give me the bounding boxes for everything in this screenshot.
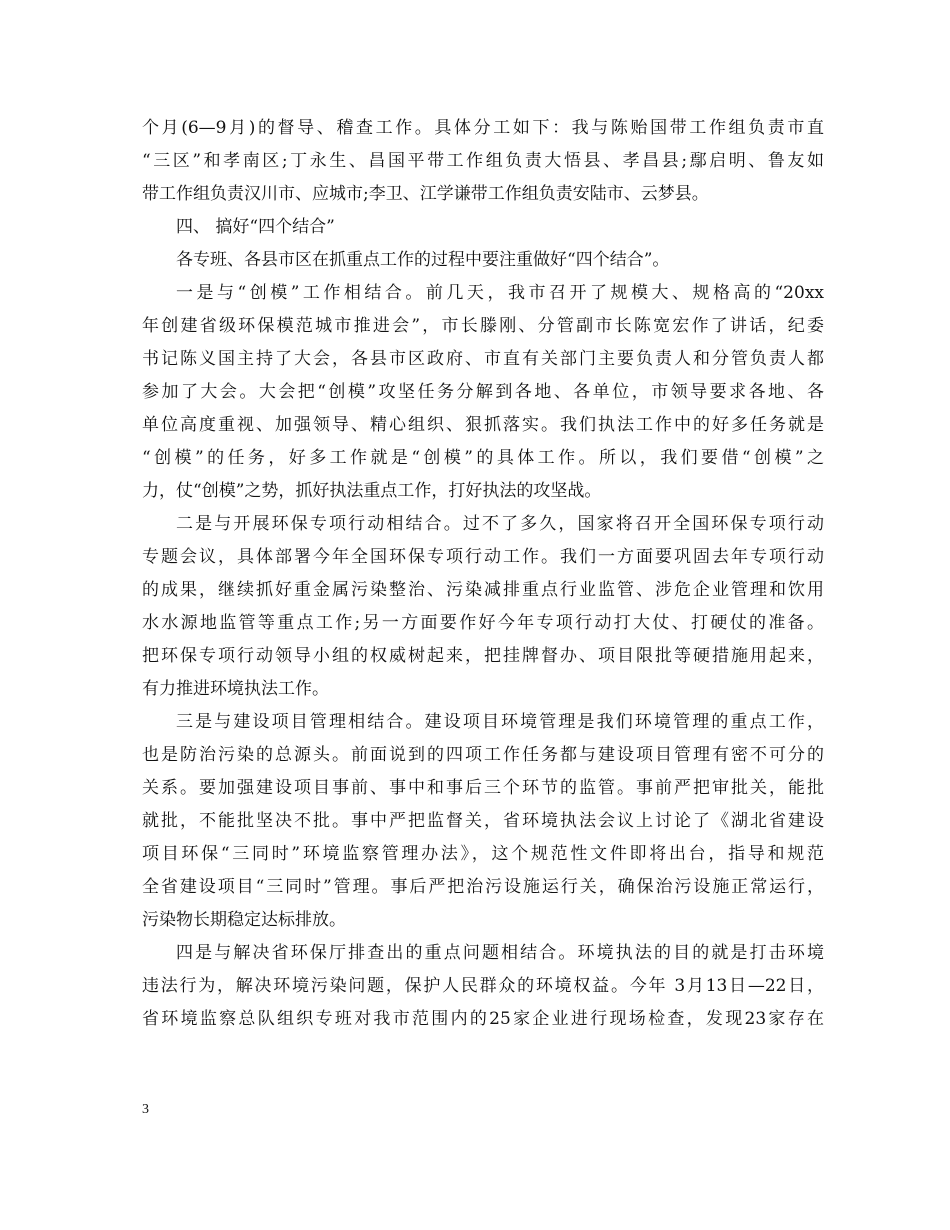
text-line: 也是防治污染的总源头。前面说到的四项工作任务都与建设项目管理有密不可分的 <box>142 745 824 765</box>
text-line: 三是与建设项目管理相结合。建设项目环境管理是我们环境管理的重点工作， <box>176 712 824 732</box>
text-line: 二是与开展环保专项行动相结合。过不了多久，国家将召开全国环保专项行动 <box>176 514 824 534</box>
text-line: 单位高度重视、加强领导、精心组织、狠抓落实。我们执法工作中的好多任务就是 <box>142 415 824 435</box>
text-line: 专题会议，具体部署今年全国环保专项行动工作。我们一方面要巩固去年专项行动 <box>142 547 824 567</box>
text-line: 省环境监察总队组织专班对我市范围内的25家企业进行现场检查，发现23家存在 <box>142 1009 824 1029</box>
text-line: 就批，不能批坚决不批。事中严把监督关，省环境执法会议上讨论了《湖北省建设 <box>142 811 824 831</box>
text-line: 个月(6—9月)的督导、稽查工作。具体分工如下：我与陈贻国带工作组负责市直 <box>142 118 824 138</box>
text-line: 各专班、各县市区在抓重点工作的过程中要注重做好“四个结合”。 <box>176 250 670 270</box>
text-line: “三区”和孝南区;丁永生、昌国平带工作组负责大悟县、孝昌县;鄢启明、鲁友如 <box>142 151 824 171</box>
text-line: 全省建设项目“三同时”管理。事后严把治污设施运行关，确保治污设施正常运行， <box>142 877 824 897</box>
text-line: 一是与“创模”工作相结合。前几天，我市召开了规模大、规格高的“20xx <box>176 283 824 303</box>
text-line: 有力推进环境执法工作。 <box>142 679 329 699</box>
text-line: 项目环保“三同时”环境监察管理办法》，这个规范性文件即将出台，指导和规范 <box>142 844 824 864</box>
text-line: 污染物长期稳定达标排放。 <box>142 910 346 930</box>
text-line: 水水源地监管等重点工作;另一方面要作好今年专项行动打大仗、打硬仗的准备。 <box>142 613 824 633</box>
page-number: 3 <box>142 1102 149 1117</box>
text-line: “创模”的任务，好多工作就是“创模”的具体工作。所以，我们要借“创模”之 <box>142 448 824 468</box>
section-heading: 四、 搞好“四个结合” <box>176 217 335 237</box>
text-line: 参加了大会。大会把“创模”攻坚任务分解到各地、各单位，市领导要求各地、各 <box>142 382 824 402</box>
document-body <box>142 112 824 1036</box>
text-line: 带工作组负责汉川市、应城市;李卫、江学谦带工作组负责安陆市、云梦县。 <box>142 184 709 204</box>
text-line: 的成果，继续抓好重金属污染整治、污染减排重点行业监管、涉危企业管理和饮用 <box>142 580 824 600</box>
text-line: 四是与解决省环保厅排查出的重点问题相结合。环境执法的目的就是打击环境 <box>176 943 824 963</box>
text-line: 力，仗“创模”之势，抓好执法重点工作，打好执法的攻坚战。 <box>142 481 602 501</box>
text-line: 把环保专项行动领导小组的权威树起来，把挂牌督办、项目限批等硬措施用起来， <box>142 646 824 666</box>
text-line: 违法行为，解决环境污染问题，保护人民群众的环境权益。今年 3月13日—22日， <box>142 976 824 996</box>
text-line: 年创建省级环保模范城市推进会”，市长滕刚、分管副市长陈宽宏作了讲话，纪委 <box>142 316 824 336</box>
text-line: 关系。要加强建设项目事前、事中和事后三个环节的监管。事前严把审批关，能批 <box>142 778 824 798</box>
text-line: 书记陈义国主持了大会，各县市区政府、市直有关部门主要负责人和分管负责人都 <box>142 349 824 369</box>
